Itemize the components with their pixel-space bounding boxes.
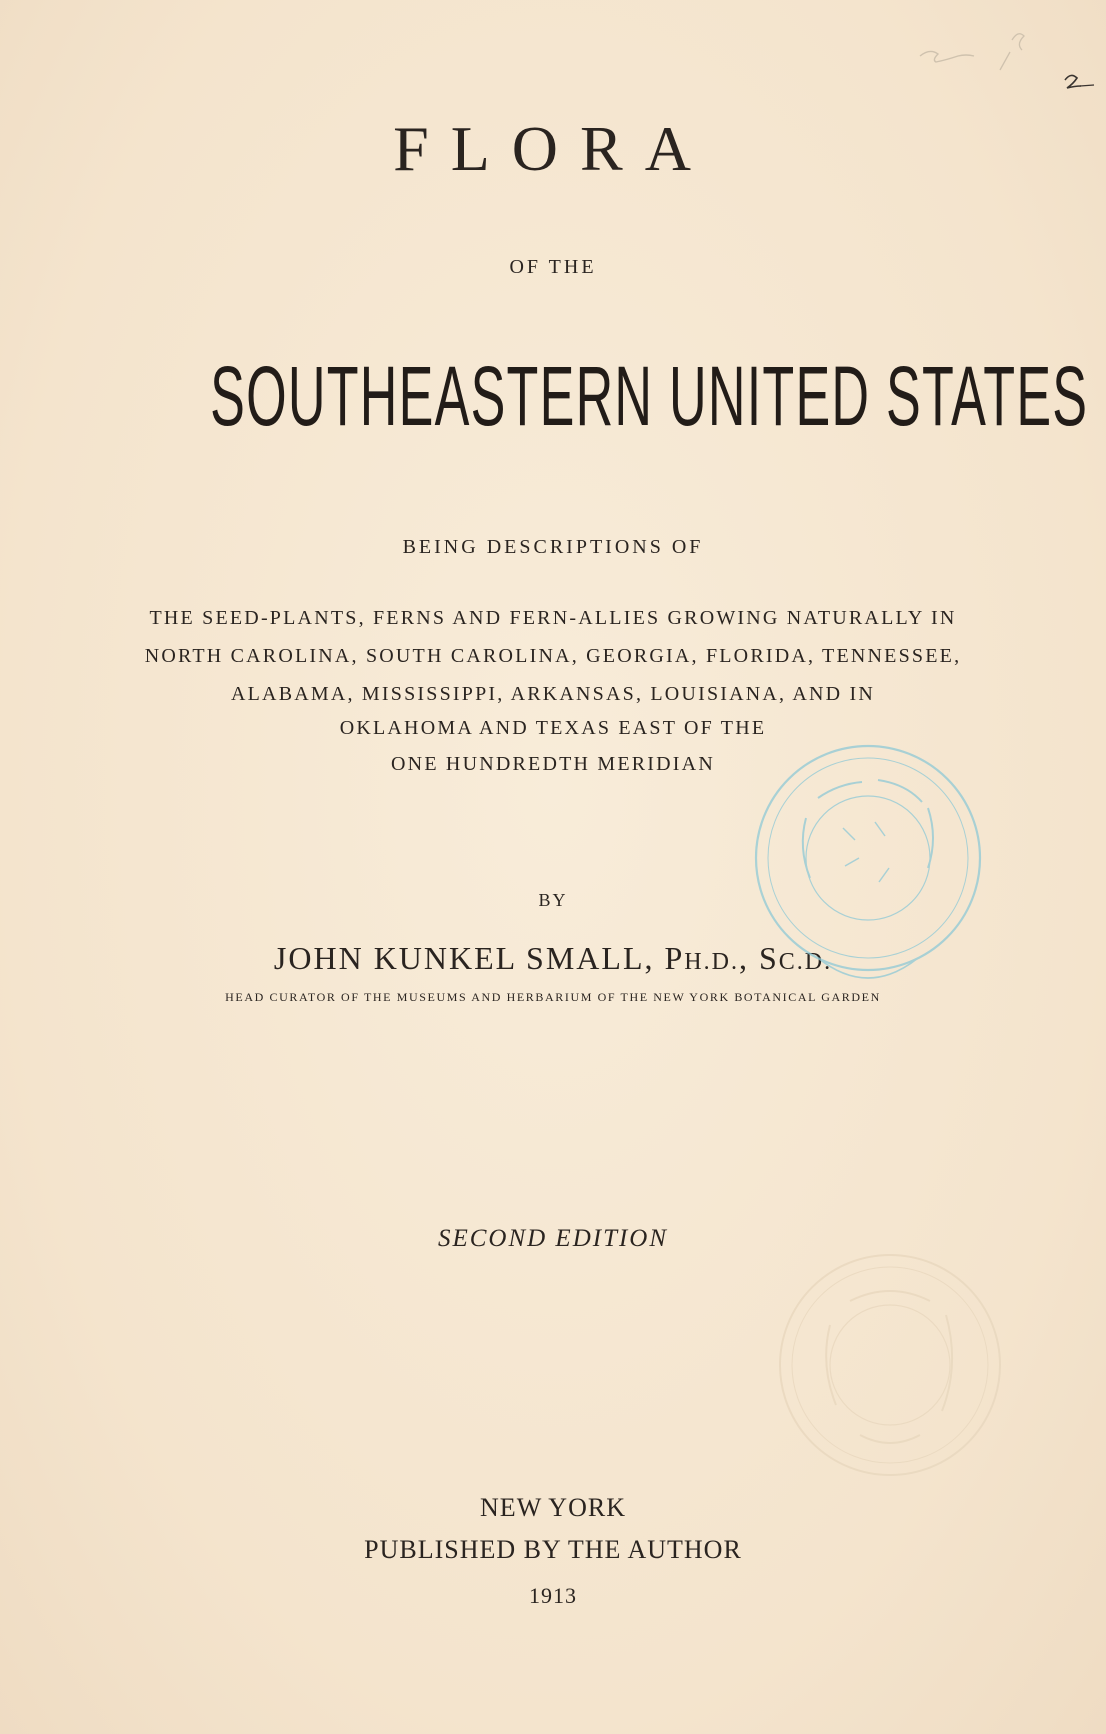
author-affiliation: HEAD CURATOR OF THE MUSEUMS AND HERBARIUM OF THE NEW YORK BOTANICAL GARDEN xyxy=(225,990,881,1004)
being-descriptions-line: BEING DESCRIPTIONS OF xyxy=(402,536,704,558)
publication-place: NEW YORK xyxy=(480,1493,626,1522)
title-flora: FLORA xyxy=(393,113,713,184)
description-line-5: ONE HUNDREDTH MERIDIAN xyxy=(391,753,715,775)
author-degree-separator: , xyxy=(738,940,759,976)
description-line-4: OKLAHOMA AND TEXAS EAST OF THE xyxy=(339,717,767,739)
publication-year: 1913 xyxy=(529,1583,577,1608)
author-name: JOHN KUNKEL SMALL, xyxy=(273,940,665,976)
description-line-2: NORTH CAROLINA, SOUTH CAROLINA, GEORGIA, FLORIDA, TENNESSEE, xyxy=(144,645,962,667)
author-degree-1-rest: H.D. xyxy=(684,949,739,975)
by-line: BY xyxy=(538,890,568,910)
description-line-1: THE SEED-PLANTS, FERNS AND FERN-ALLIES GROWING NATURALLY IN xyxy=(149,607,957,629)
subtitle-of-the: OF THE xyxy=(509,256,597,278)
faded-library-stamp xyxy=(770,1245,1010,1485)
author-degree-2-rest: C.D. xyxy=(778,949,833,975)
edition-line: SECOND EDITION xyxy=(437,1225,669,1252)
library-stamp xyxy=(748,728,988,1018)
description-line-3: ALABAMA, MISSISSIPPI, ARKANSAS, LOUISIANA, AND IN xyxy=(231,683,875,705)
handwritten-note xyxy=(900,20,1100,90)
publisher-line: PUBLISHED BY THE AUTHOR xyxy=(364,1535,742,1564)
main-title: SOUTHEASTERN UNITED STATES xyxy=(210,349,1089,443)
author-degree-1-cap: P xyxy=(664,940,685,976)
author-degree-2-cap: S xyxy=(758,940,779,976)
